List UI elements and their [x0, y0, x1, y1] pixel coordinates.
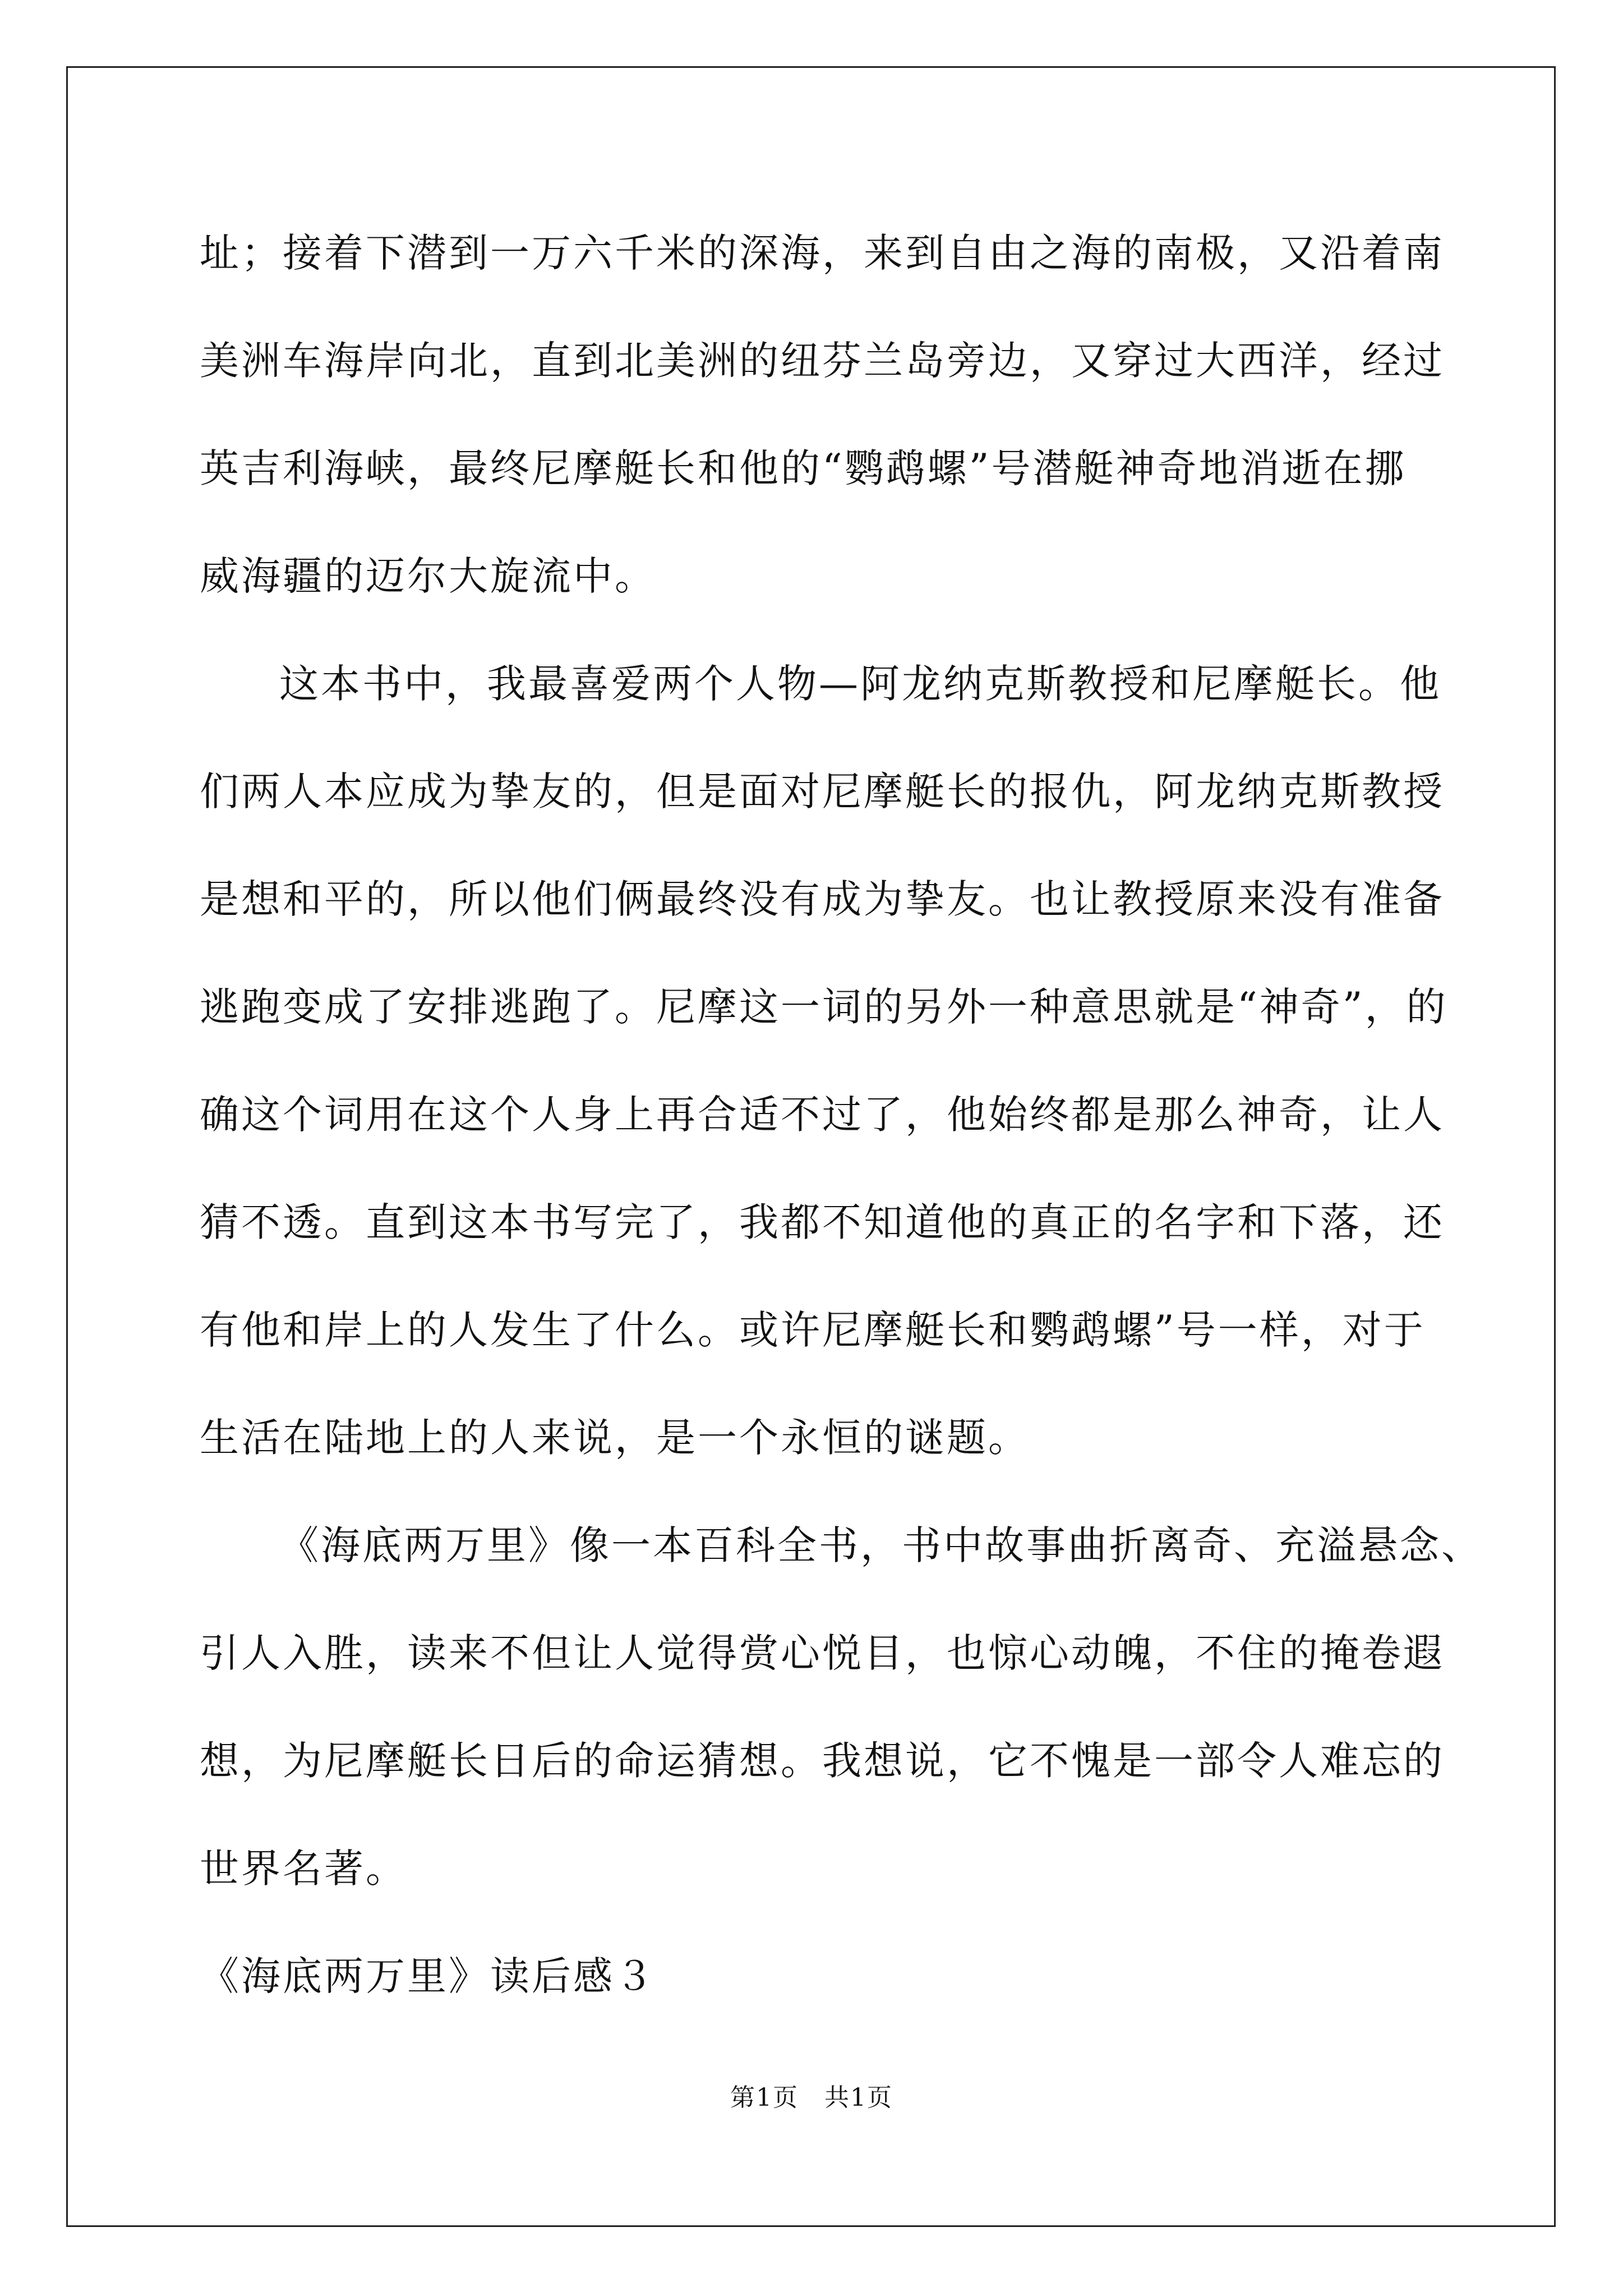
text-line: 引人入胜，读来不但让人觉得赏心悦目，也惊心动魄，不住的掩卷遐	[200, 1630, 1445, 1676]
text-line: 逃跑变成了安排逃跑了。尼摩这一词的另外一种意思就是“神奇”，的	[200, 984, 1448, 1030]
text-line: 想，为尼摩艇长日后的命运猜想。我想说，它不愧是一部令人难忘的	[200, 1738, 1445, 1784]
paragraph-start-line: 这本书中，我最喜爱两个人物—阿龙纳克斯教授和尼摩艇长。他	[279, 661, 1441, 707]
section-heading: 《海底两万里》读后感３	[200, 1953, 656, 1999]
text-line: 确这个词用在这个人身上再合适不过了，他始终都是那么神奇，让人	[200, 1092, 1445, 1138]
text-line: 世界名著。	[200, 1846, 407, 1892]
paragraph-start-line: 《海底两万里》像一本百科全书，书中故事曲折离奇、充溢悬念、	[279, 1522, 1483, 1568]
text-line: 威海疆的迈尔大旋流中。	[200, 553, 656, 599]
document-body	[200, 199, 1483, 2030]
text-line: 址；接着下潜到一万六千米的深海，来到自由之海的南极，又沿着南	[200, 230, 1445, 276]
page-indicator: 第1页 共1页	[730, 2083, 893, 2112]
text-line: 们两人本应成为挚友的，但是面对尼摩艇长的报仇，阿龙纳克斯教授	[200, 769, 1445, 815]
text-line: 是想和平的，所以他们俩最终没有成为挚友。也让教授原来没有准备	[200, 876, 1445, 922]
text-line: 有他和岸上的人发生了什么。或许尼摩艇长和鹦鹉螺”号一样，对于	[200, 1307, 1426, 1353]
text-line: 英吉利海峡，最终尼摩艇长和他的“鹦鹉螺”号潜艇神奇地消逝在挪	[200, 445, 1407, 491]
text-line: 猜不透。直到这本书写完了，我都不知道他的真正的名字和下落，还	[200, 1199, 1445, 1245]
text-line: 生活在陆地上的人来说，是一个永恒的谜题。	[200, 1415, 1030, 1461]
text-line: 美洲车海岸向北，直到北美洲的纽芬兰岛旁边，又穿过大西洋，经过	[200, 338, 1445, 384]
